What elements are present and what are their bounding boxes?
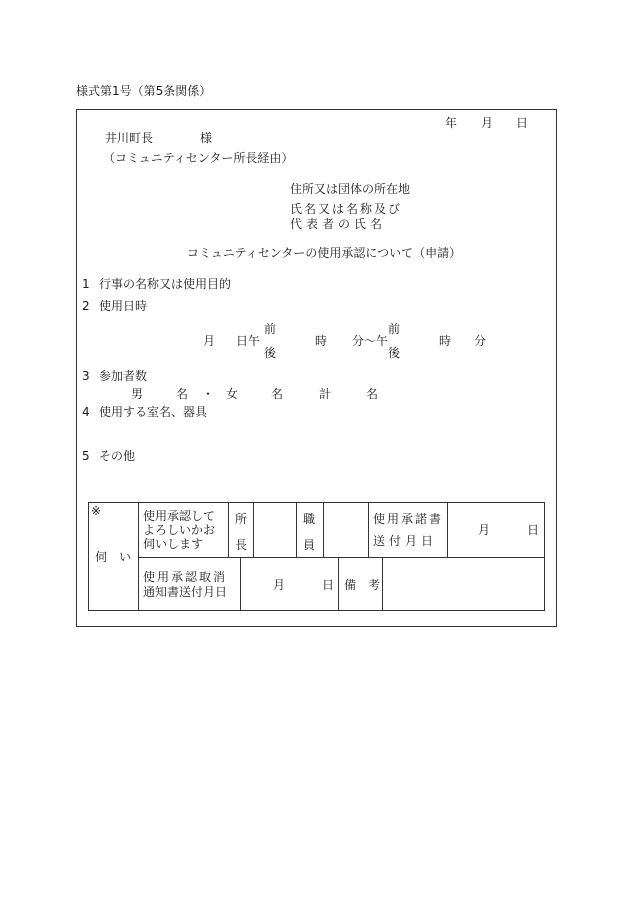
date-year: 年 xyxy=(445,116,458,130)
addressee-sama: 様 xyxy=(200,131,213,145)
cancellation-label-1: 使用承認取消 xyxy=(143,570,228,584)
item-4-label: 使用する室名、器具 xyxy=(99,405,208,419)
staff-label-2: 員 xyxy=(303,538,316,552)
acceptance-sent-label-1: 使用承諾書 xyxy=(373,512,444,526)
applicant-name-label-2: 代表者の氏名 xyxy=(290,217,387,231)
chief-label-2: 長 xyxy=(235,538,248,552)
acceptance-sent-day: 日 xyxy=(527,523,540,537)
acceptance-sent-month: 月 xyxy=(478,523,491,537)
participants-mei-2: 名 xyxy=(271,387,284,401)
datetime-zen: 前 xyxy=(264,322,277,336)
remarks-label: 備 考 xyxy=(344,578,381,592)
item-2-label: 使用日時 xyxy=(99,299,148,313)
table-divider xyxy=(253,502,254,557)
item-4-number: 4 xyxy=(82,405,90,419)
participants-male: 男 xyxy=(131,387,144,401)
datetime-go: 後 xyxy=(264,346,277,360)
item-2-number: 2 xyxy=(82,299,90,313)
participants-dot: ・ xyxy=(202,387,215,401)
cancellation-label-2: 通知書送付月日 xyxy=(143,585,228,599)
table-divider xyxy=(338,557,339,611)
participants-female: 女 xyxy=(226,387,239,401)
datetime-hour: 時 xyxy=(315,334,328,348)
item-3-label: 参加者数 xyxy=(99,369,148,383)
date-day: 日 xyxy=(516,116,529,130)
table-divider xyxy=(240,557,241,611)
datetime-month: 月 xyxy=(203,334,216,348)
table-divider xyxy=(447,502,448,557)
approve-request-line-1: 使用承認して xyxy=(143,509,216,523)
datetime-zen-2: 前 xyxy=(388,322,401,336)
datetime-min-pm: 分〜午 xyxy=(352,334,389,348)
reference-mark: ※ xyxy=(91,504,102,518)
approve-request-line-2: よろしいかお xyxy=(143,523,216,537)
datetime-day-pm: 日午 xyxy=(236,334,261,348)
applicant-address-label: 住所又は団体の所在地 xyxy=(290,182,411,196)
table-divider xyxy=(382,557,383,611)
form-number: 様式第1号（第5条関係） xyxy=(76,84,212,98)
datetime-min-2: 分 xyxy=(474,334,487,348)
table-divider xyxy=(228,502,229,557)
document-title: コミュニティセンターの使用承認について（申請） xyxy=(187,246,462,260)
addressee-name: 井川町長 xyxy=(105,131,154,145)
participants-total: 計 xyxy=(319,387,332,401)
datetime-go-2: 後 xyxy=(388,346,401,360)
table-divider xyxy=(138,557,545,558)
table-divider xyxy=(323,502,324,557)
item-1-label: 行事の名称又は使用目的 xyxy=(99,277,232,291)
approve-request-line-3: 伺いします xyxy=(143,537,204,551)
participants-mei-1: 名 xyxy=(176,387,189,401)
participants-mei-3: 名 xyxy=(366,387,379,401)
item-3-number: 3 xyxy=(82,369,90,383)
table-divider xyxy=(296,502,297,557)
inquiry-label: 伺 い xyxy=(95,550,132,564)
chief-label-1: 所 xyxy=(235,512,248,526)
item-1-number: 1 xyxy=(82,277,90,291)
cancellation-day: 日 xyxy=(322,578,335,592)
cancellation-month: 月 xyxy=(273,578,286,592)
table-divider xyxy=(368,502,369,557)
applicant-name-label-1: 氏名又は名称及び xyxy=(290,202,403,216)
acceptance-sent-label-2: 送付月日 xyxy=(373,534,438,548)
datetime-hour-2: 時 xyxy=(439,334,452,348)
staff-label-1: 職 xyxy=(303,512,316,526)
date-month: 月 xyxy=(481,116,494,130)
via-line: （コミュニティセンター所長経由） xyxy=(103,151,294,165)
item-5-number: 5 xyxy=(82,449,90,463)
item-5-label: その他 xyxy=(99,449,136,463)
